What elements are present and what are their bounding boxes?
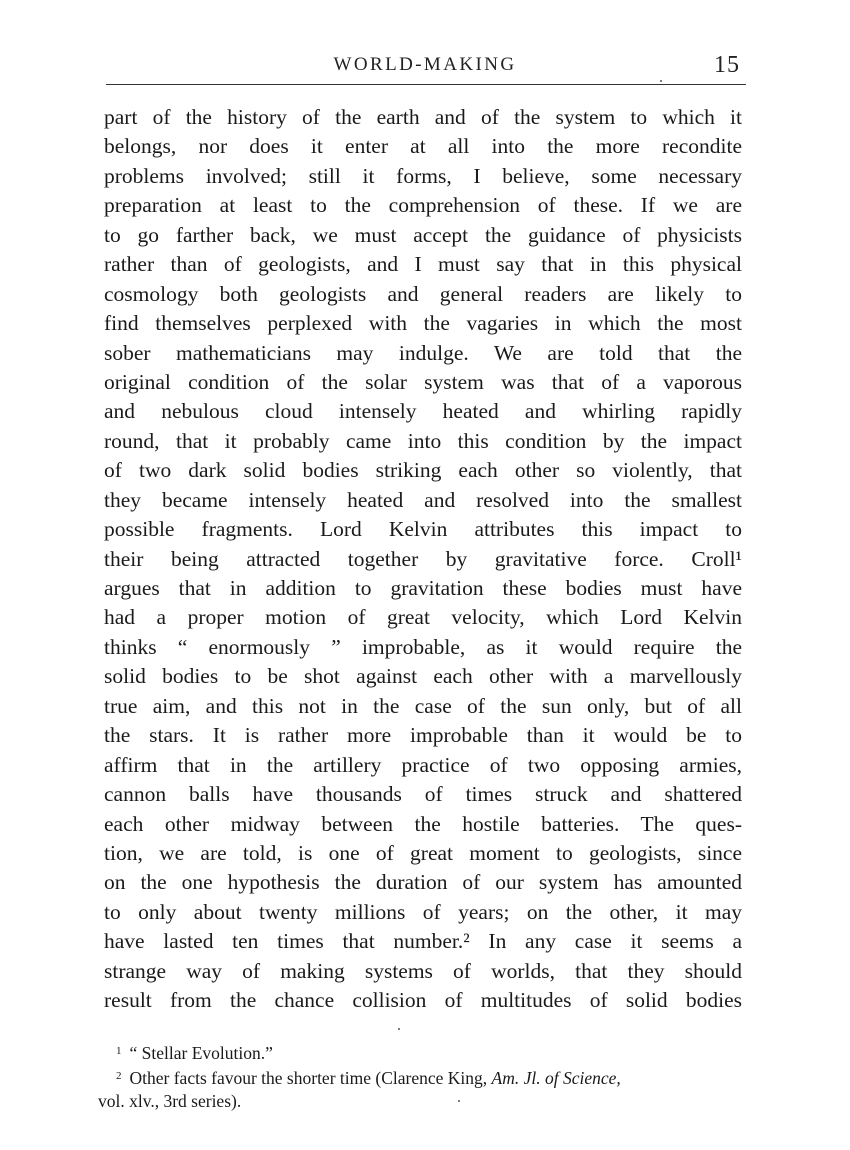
body-line: sober mathematicians may indulge. We are told that the [104,340,742,365]
body-line: strange way of making systems of worlds, that they should [104,958,742,983]
body-line: and nebulous cloud intensely heated and whirling rapidly [104,399,742,424]
footnote-marker: 2 [116,1070,122,1082]
body-line: preparation at least to the comprehension of these. If we are [104,193,742,218]
body-line: each other midway between the hostile batteries. The ques- [104,811,742,836]
print-speck [458,1100,460,1102]
body-line: round, that it probably came into this condition by the impact [104,428,742,453]
header-rule [106,84,746,85]
footnote-1 [98,1039,738,1064]
journal-title: Am. Jl. of Science, [491,1068,621,1088]
body-line: problems involved; still it forms, I believe, some necessary [104,163,742,188]
print-speck [660,80,662,82]
body-line: possible fragments. Lord Kelvin attributes this impact to [104,517,742,542]
footnote-text: Other facts favour the shorter time (Clarence King, [129,1068,492,1088]
body-line: argues that in addition to gravitation these bodies must have [104,576,742,600]
body-line: tion, we are told, is one of great moment to geologists, since [104,840,742,865]
body-line: original condition of the solar system was that of a vaporous [104,369,742,394]
footnote-marker: 1 [116,1045,122,1057]
running-head [0,48,850,82]
body-line: affirm that in the artillery practice of two opposing armies, [104,752,742,777]
body-line: their being attracted together by gravitative force. Croll¹ [104,546,742,571]
footnote-text: “ Stellar Evolution.” [129,1043,273,1063]
body-line: thinks “ enormously ” improbable, as it would require the [104,634,742,659]
body-line: to only about twenty millions of years; on the other, it may [104,899,742,924]
body-line: rather than of geologists, and I must say that in this physical [104,252,742,277]
page-number: 15 [714,52,740,78]
print-speck [398,1028,400,1030]
body-line: find themselves perplexed with the vagaries in which the most [104,311,742,336]
body-line: had a proper motion of great velocity, which Lord Kelvin [104,605,742,630]
body-line: cannon balls have thousands of times struck and shattered [104,782,742,807]
footnotes [98,1039,738,1114]
body-line: solid bodies to be shot against each other with a marvellously [104,664,742,689]
body-text [104,103,742,1016]
running-title: WORLD-MAKING [333,54,517,75]
body-line: the stars. It is rather more improbable than it would be to [104,723,742,748]
body-line: they became intensely heated and resolved into the smallest [104,487,742,512]
body-line: to go farther back, we must accept the guidance of physicists [104,222,742,247]
body-line: cosmology both geologists and general readers are likely to [104,281,742,306]
body-line: have lasted ten times that number.² In any case it seems a [104,929,742,954]
footnote-2 [98,1064,738,1089]
body-line: on the one hypothesis the duration of our system has amounted [104,870,742,895]
body-line: part of the history of the earth and of the system to which it [104,105,742,129]
body-line: result from the chance collision of multitudes of solid bodies [104,988,742,1013]
body-line: of two dark solid bodies striking each other so violently, that [104,458,742,483]
body-line: true aim, and this not in the case of the sun only, but of all [104,693,742,718]
footnote-2-continuation: vol. xlv., 3rd series). [98,1091,242,1111]
body-line: belongs, nor does it enter at all into the more recondite [104,134,742,159]
